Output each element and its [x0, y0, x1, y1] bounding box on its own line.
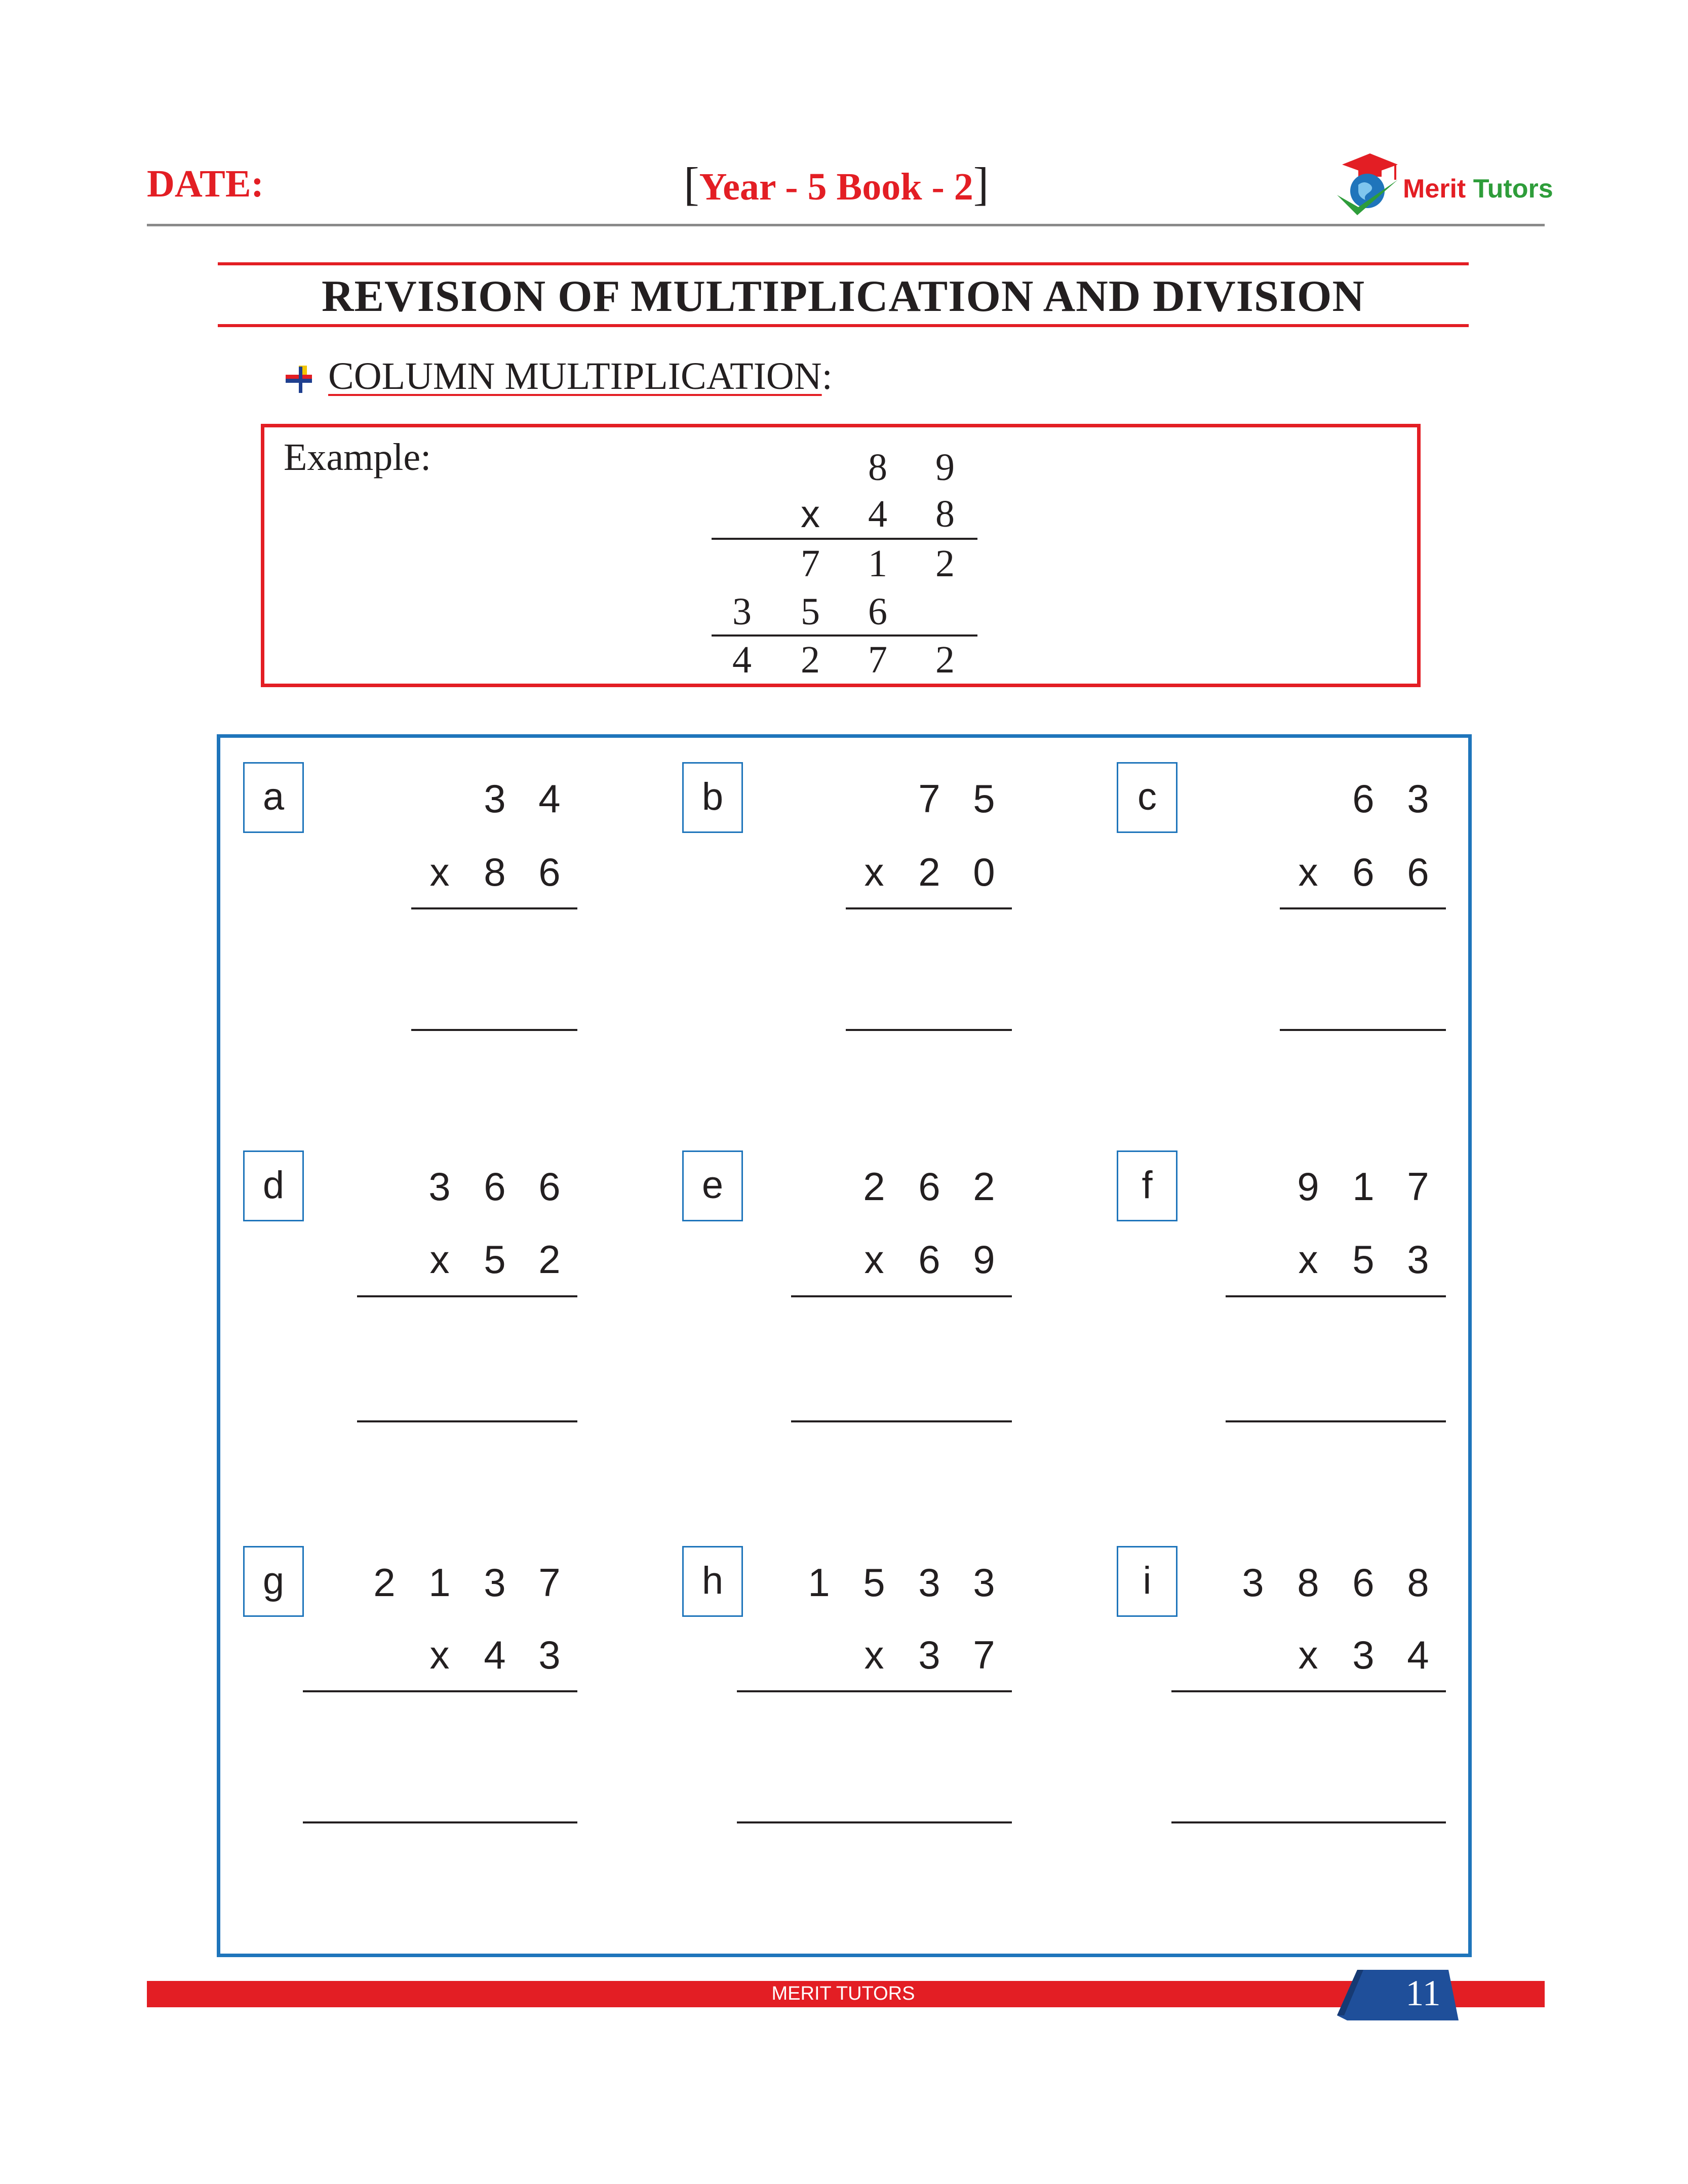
problem-digit: 8	[1407, 1560, 1429, 1605]
problem-rule	[846, 907, 1012, 909]
problem-rule	[737, 1690, 1012, 1692]
problem-rule	[411, 907, 577, 909]
problem-times-sign: x	[864, 1237, 884, 1282]
problem-label-e: e	[682, 1150, 743, 1221]
problem-digit: 8	[484, 850, 506, 894]
answer-line	[1171, 1821, 1446, 1823]
section-heading: COLUMN MULTIPLICATION:	[328, 355, 833, 398]
problem-digit: 6	[1407, 850, 1429, 894]
problem-label-f: f	[1117, 1150, 1177, 1221]
book-label	[684, 157, 989, 211]
problem-digit: 6	[538, 1164, 561, 1209]
problem-times-sign: x	[429, 1237, 450, 1282]
problem-digit: 3	[973, 1560, 995, 1605]
problem-times-sign: x	[1298, 1633, 1318, 1677]
page-title: REVISION OF MULTIPLICATION AND DIVISION	[321, 272, 1365, 321]
example-digit: 2	[935, 542, 955, 585]
problem-digit: 7	[918, 776, 940, 821]
problem-times-sign: x	[864, 1633, 884, 1677]
problem-digit: 6	[1352, 1560, 1375, 1605]
answer-line	[737, 1821, 1012, 1823]
problem-rule	[1226, 1295, 1446, 1297]
problem-digit: 1	[1352, 1164, 1375, 1209]
problem-digit: 2	[918, 850, 940, 894]
problem-label-i: i	[1117, 1546, 1177, 1617]
problem-digit: 5	[1352, 1237, 1375, 1282]
problem-digit: 3	[538, 1633, 561, 1677]
problem-digit: 5	[863, 1560, 885, 1605]
answer-line	[1280, 1029, 1446, 1031]
example-label: Example:	[284, 436, 431, 479]
problem-digit: 6	[1352, 776, 1375, 821]
example-digit: 5	[801, 590, 820, 633]
problem-digit: 9	[1297, 1164, 1319, 1209]
problem-digit: 7	[973, 1633, 995, 1677]
problem-times-sign: x	[1298, 850, 1318, 894]
example-digit: 6	[868, 590, 887, 633]
problem-times-sign: x	[429, 850, 450, 894]
problem-digit: 3	[1352, 1633, 1375, 1677]
problem-digit: 0	[973, 850, 995, 894]
problem-digit: 5	[973, 776, 995, 821]
problem-digit: 1	[428, 1560, 451, 1605]
problem-digit: 3	[484, 776, 506, 821]
problem-digit: 6	[918, 1164, 940, 1209]
problem-digit: 4	[1407, 1633, 1429, 1677]
bracket-open: [	[684, 158, 699, 210]
problem-rule	[791, 1295, 1012, 1297]
answer-line	[357, 1420, 577, 1422]
example-times-sign: x	[801, 493, 820, 536]
problem-label-a: a	[243, 762, 304, 833]
header-divider	[147, 224, 1545, 226]
problem-digit: 3	[1242, 1560, 1264, 1605]
problem-digit: 2	[863, 1164, 885, 1209]
problem-digit: 3	[1407, 776, 1429, 821]
problem-digit: 3	[484, 1560, 506, 1605]
problem-digit: 4	[484, 1633, 506, 1677]
problem-digit: 3	[918, 1560, 940, 1605]
cross-bullet-icon	[284, 364, 314, 394]
problem-digit: 6	[538, 850, 561, 894]
problem-label-b: b	[682, 762, 743, 833]
book-title: Year - 5 Book - 2	[699, 166, 973, 208]
answer-line	[1226, 1420, 1446, 1422]
problem-digit: 2	[973, 1164, 995, 1209]
problem-rule	[303, 1690, 577, 1692]
title-rule-top	[218, 262, 1469, 265]
footer-text: MERIT TUTORS	[771, 1983, 915, 2004]
problem-label-g: g	[243, 1546, 304, 1617]
problem-times-sign: x	[1298, 1237, 1318, 1282]
example-digit: 4	[732, 639, 752, 681]
example-digit: 3	[732, 590, 752, 633]
problem-digit: 6	[484, 1164, 506, 1209]
problem-rule	[1171, 1690, 1446, 1692]
example-digit: 7	[801, 542, 820, 585]
exercise-panel	[217, 734, 1472, 1957]
problem-digit: 5	[484, 1237, 506, 1282]
example-digit: 2	[801, 639, 820, 681]
example-rule	[712, 634, 977, 637]
example-box	[261, 424, 1421, 687]
problem-digit: 8	[1297, 1560, 1319, 1605]
problem-digit: 6	[1352, 850, 1375, 894]
answer-line	[411, 1029, 577, 1031]
problem-digit: 9	[973, 1237, 995, 1282]
problem-digit: 3	[918, 1633, 940, 1677]
bracket-close: ]	[973, 158, 989, 210]
example-rule	[712, 538, 977, 540]
problem-digit: 2	[373, 1560, 396, 1605]
problem-rule	[1280, 907, 1446, 909]
problem-label-c: c	[1117, 762, 1177, 833]
page-number: 11	[1405, 1973, 1441, 2013]
example-digit: 4	[868, 493, 887, 535]
merit-tutors-logo	[1327, 144, 1553, 225]
problem-digit: 6	[918, 1237, 940, 1282]
date-label: DATE:	[147, 163, 264, 205]
problem-label-d: d	[243, 1150, 304, 1221]
example-digit: 8	[935, 493, 955, 535]
problem-label-h: h	[682, 1546, 743, 1617]
problem-times-sign: x	[429, 1633, 450, 1677]
title-rule-bottom	[218, 324, 1469, 327]
problem-rule	[357, 1295, 577, 1297]
example-digit: 8	[868, 446, 887, 489]
answer-line	[791, 1420, 1012, 1422]
example-digit: 2	[935, 639, 955, 681]
problem-times-sign: x	[864, 850, 884, 894]
graduation-globe-icon	[1327, 144, 1403, 225]
example-digit: 7	[868, 639, 887, 681]
answer-line	[846, 1029, 1012, 1031]
problem-digit: 7	[538, 1560, 561, 1605]
problem-digit: 1	[808, 1560, 830, 1605]
answer-line	[303, 1821, 577, 1823]
problem-digit: 2	[538, 1237, 561, 1282]
problem-digit: 3	[1407, 1237, 1429, 1282]
problem-digit: 4	[538, 776, 561, 821]
problem-digit: 7	[1407, 1164, 1429, 1209]
logo-text: Merit Tutors	[1403, 174, 1553, 204]
example-digit: 9	[935, 446, 955, 489]
example-digit: 1	[868, 542, 887, 585]
problem-digit: 3	[428, 1164, 451, 1209]
